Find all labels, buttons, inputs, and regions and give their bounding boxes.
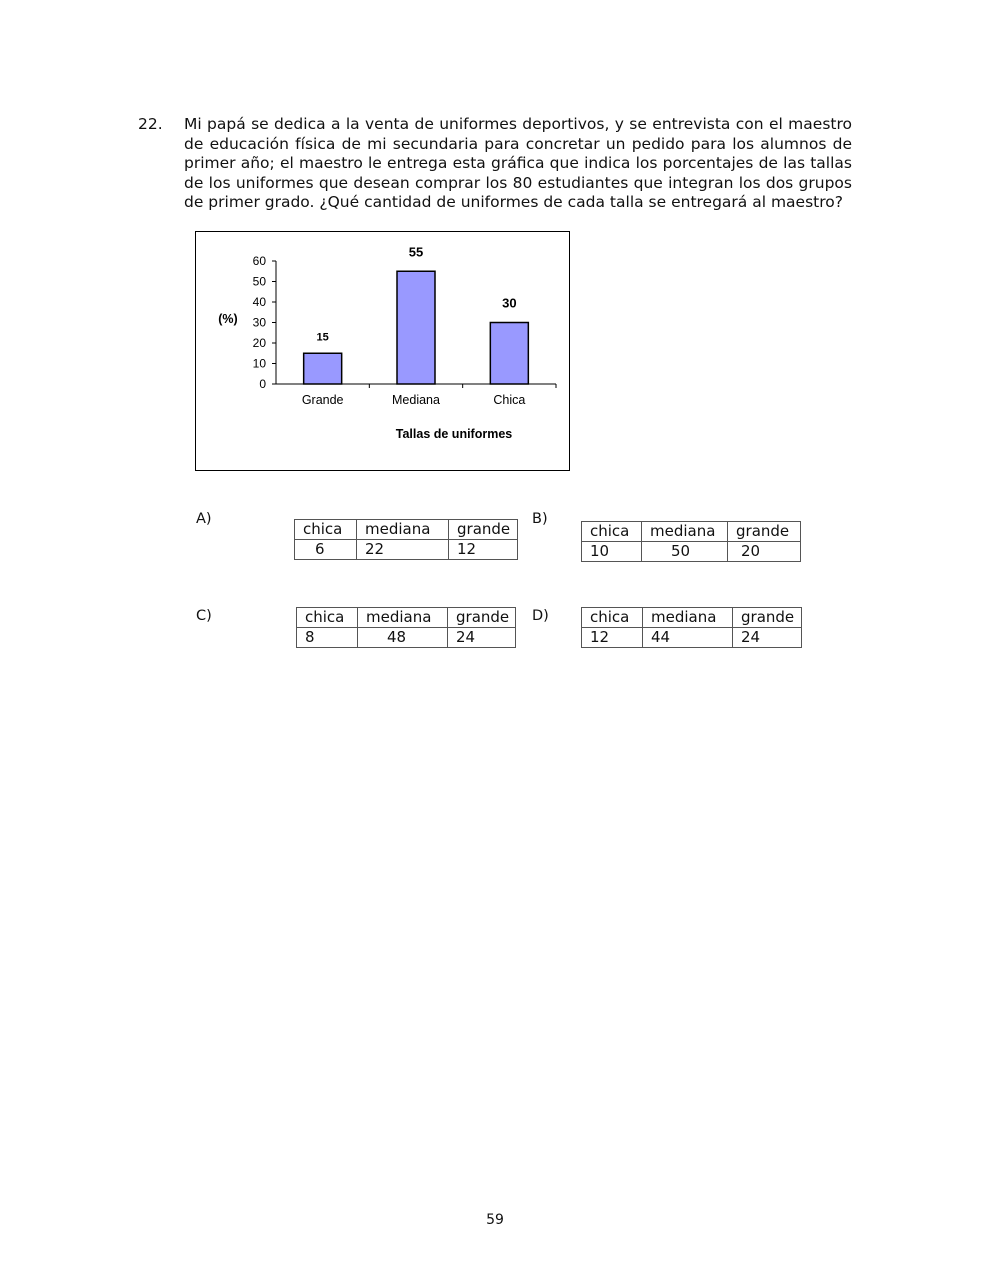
value-mediana: 50 <box>642 542 728 562</box>
bar-data-label: 15 <box>316 331 329 344</box>
option-a-label: A) <box>196 511 212 527</box>
option-c-table <box>296 607 516 648</box>
bar <box>397 271 435 384</box>
option-b-label: B) <box>532 511 548 527</box>
bar <box>304 353 342 384</box>
value-mediana: 44 <box>643 628 733 648</box>
y-tick-label: 40 <box>252 295 266 309</box>
table-header-row <box>582 608 802 628</box>
y-tick-label: 0 <box>259 377 266 391</box>
bar <box>490 323 528 385</box>
value-grande: 12 <box>449 540 518 560</box>
table-header-row <box>295 520 518 540</box>
option-d-label: D) <box>532 608 549 624</box>
value-mediana: 22 <box>357 540 449 560</box>
header-grande: grande <box>449 520 518 540</box>
table-value-row <box>582 542 801 562</box>
table-value-row <box>297 628 516 648</box>
y-axis-title: (%) <box>218 312 238 326</box>
value-chica: 8 <box>297 628 358 648</box>
value-grande: 20 <box>728 542 801 562</box>
bar-data-label: 55 <box>408 244 424 260</box>
y-tick-label: 50 <box>252 274 266 289</box>
value-chica: 6 <box>295 540 357 560</box>
value-chica: 12 <box>582 628 643 648</box>
header-chica: chica <box>297 608 358 628</box>
table-value-row <box>582 628 802 648</box>
header-mediana: mediana <box>358 608 448 628</box>
y-tick-label: 20 <box>252 336 266 350</box>
option-b-table <box>581 521 801 562</box>
table-header-row <box>297 608 516 628</box>
x-tick-label: Chica <box>493 393 526 407</box>
value-chica: 10 <box>582 542 642 562</box>
header-grande: grande <box>448 608 516 628</box>
y-tick-label: 60 <box>252 254 266 268</box>
value-grande: 24 <box>448 628 516 648</box>
header-mediana: mediana <box>357 520 449 540</box>
question-text: Mi papá se dedica a la venta de uniformes deportivos, y se entrevista con el maestro de educación física de mi secundaria para concretar un pedido para los alumnos de primer año; el maestro le entrega esta gráfica que indica los porcentajes de las tallas de los uniformes que desean comprar los 80 estudiantes que integran los dos grupos de primer grado. ¿Qué cantidad de uniformes de cada talla se entregará al maestro? <box>184 115 852 211</box>
y-tick-label: 10 <box>252 356 266 371</box>
y-tick-label: 30 <box>252 315 266 330</box>
option-d-table <box>581 607 802 648</box>
question-number: 22. <box>138 115 163 133</box>
header-chica: chica <box>295 520 357 540</box>
table-header-row <box>582 522 801 542</box>
page-number: 59 <box>486 1212 504 1228</box>
header-chica: chica <box>582 522 642 542</box>
chart-svg <box>196 232 571 472</box>
header-mediana: mediana <box>642 522 728 542</box>
bar-chart <box>195 231 570 471</box>
table-value-row <box>295 540 518 560</box>
value-grande: 24 <box>733 628 802 648</box>
x-tick-label: Grande <box>301 393 344 407</box>
header-chica: chica <box>582 608 643 628</box>
option-c-label: C) <box>196 608 212 624</box>
x-axis-title: Tallas de uniformes <box>395 427 513 441</box>
header-grande: grande <box>733 608 802 628</box>
option-a-table <box>294 519 518 560</box>
x-tick-label: Mediana <box>392 393 440 407</box>
header-grande: grande <box>728 522 801 542</box>
value-mediana: 48 <box>358 628 448 648</box>
header-mediana: mediana <box>643 608 733 628</box>
bar-data-label: 30 <box>502 295 517 311</box>
